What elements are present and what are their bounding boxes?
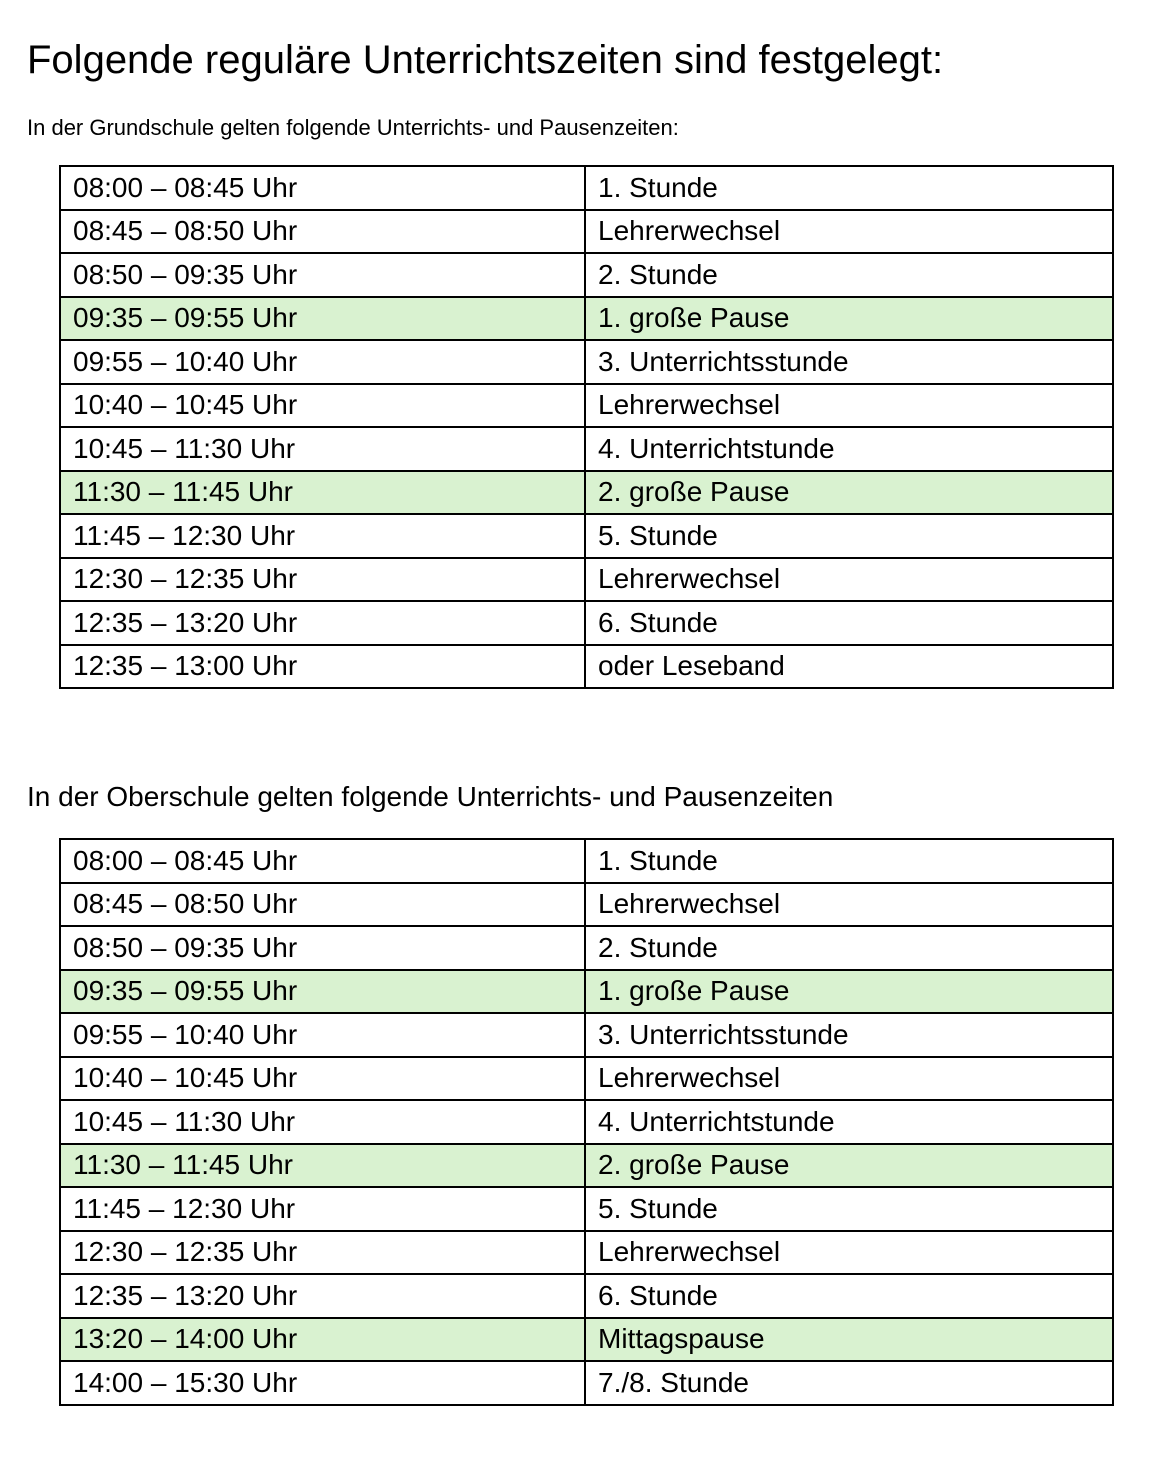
schedule-row: [60, 253, 1113, 297]
schedule-row: [60, 1187, 1113, 1231]
period-label-cell: Lehrerwechsel: [585, 558, 1113, 602]
schedule-row: [60, 1361, 1113, 1405]
schedule-row: [60, 601, 1113, 645]
schedule-row: [60, 340, 1113, 384]
period-label-cell: 1. Stunde: [585, 166, 1113, 210]
schedule-row: [60, 210, 1113, 254]
schedule-row: [60, 883, 1113, 927]
schedule-row: [60, 427, 1113, 471]
schedule-row: [60, 1274, 1113, 1318]
time-cell: 11:30 – 11:45 Uhr: [60, 1144, 585, 1188]
period-label-cell: 1. große Pause: [585, 970, 1113, 1014]
schedule-row-pause: [60, 970, 1113, 1014]
time-cell: 11:30 – 11:45 Uhr: [60, 471, 585, 515]
time-cell: 10:40 – 10:45 Uhr: [60, 1057, 585, 1101]
schedule-row-pause: [60, 1144, 1113, 1188]
time-cell: 11:45 – 12:30 Uhr: [60, 514, 585, 558]
period-label-cell: Lehrerwechsel: [585, 384, 1113, 428]
time-cell: 09:35 – 09:55 Uhr: [60, 297, 585, 341]
oberschule-intro: In der Oberschule gelten folgende Unterrichts- und Pausenzeiten: [27, 781, 834, 812]
schedule-row: [60, 1057, 1113, 1101]
schedule-row: [60, 839, 1113, 883]
period-label-cell: 7./8. Stunde: [585, 1361, 1113, 1405]
schedule-row: [60, 558, 1113, 602]
schedule-row: [60, 166, 1113, 210]
time-cell: 10:45 – 11:30 Uhr: [60, 1100, 585, 1144]
schedule-row: [60, 514, 1113, 558]
period-label-cell: 1. große Pause: [585, 297, 1113, 341]
period-label-cell: 6. Stunde: [585, 1274, 1113, 1318]
period-label-cell: Lehrerwechsel: [585, 1231, 1113, 1275]
time-cell: 12:30 – 12:35 Uhr: [60, 558, 585, 602]
period-label-cell: Lehrerwechsel: [585, 210, 1113, 254]
time-cell: 08:00 – 08:45 Uhr: [60, 839, 585, 883]
grundschule-schedule-table: [59, 165, 1114, 689]
schedule-row-pause: [60, 297, 1113, 341]
period-label-cell: 6. Stunde: [585, 601, 1113, 645]
period-label-cell: 3. Unterrichtsstunde: [585, 1013, 1113, 1057]
period-label-cell: oder Leseband: [585, 645, 1113, 689]
time-cell: 09:55 – 10:40 Uhr: [60, 340, 585, 384]
time-cell: 09:35 – 09:55 Uhr: [60, 970, 585, 1014]
schedule-row-pause: [60, 471, 1113, 515]
period-label-cell: Lehrerwechsel: [585, 1057, 1113, 1101]
schedule-row-pause: [60, 1318, 1113, 1362]
time-cell: 12:35 – 13:00 Uhr: [60, 645, 585, 689]
period-label-cell: 4. Unterrichtstunde: [585, 427, 1113, 471]
period-label-cell: 5. Stunde: [585, 1187, 1113, 1231]
time-cell: 08:50 – 09:35 Uhr: [60, 926, 585, 970]
oberschule-schedule-table: [59, 838, 1114, 1406]
period-label-cell: 2. Stunde: [585, 253, 1113, 297]
time-cell: 14:00 – 15:30 Uhr: [60, 1361, 585, 1405]
time-cell: 13:20 – 14:00 Uhr: [60, 1318, 585, 1362]
grundschule-intro: In der Grundschule gelten folgende Unterrichts- und Pausenzeiten:: [27, 115, 679, 140]
time-cell: 08:50 – 09:35 Uhr: [60, 253, 585, 297]
time-cell: 08:45 – 08:50 Uhr: [60, 210, 585, 254]
page-title: Folgende reguläre Unterrichtszeiten sind festgelegt:: [27, 38, 944, 82]
time-cell: 12:35 – 13:20 Uhr: [60, 1274, 585, 1318]
time-cell: 08:00 – 08:45 Uhr: [60, 166, 585, 210]
time-cell: 08:45 – 08:50 Uhr: [60, 883, 585, 927]
grundschule-schedule-body: [60, 166, 1113, 688]
schedule-row: [60, 384, 1113, 428]
schedule-row: [60, 1013, 1113, 1057]
schedule-row: [60, 645, 1113, 689]
schedule-row: [60, 1231, 1113, 1275]
period-label-cell: 2. Stunde: [585, 926, 1113, 970]
time-cell: 10:45 – 11:30 Uhr: [60, 427, 585, 471]
time-cell: 10:40 – 10:45 Uhr: [60, 384, 585, 428]
period-label-cell: Mittagspause: [585, 1318, 1113, 1362]
time-cell: 11:45 – 12:30 Uhr: [60, 1187, 585, 1231]
period-label-cell: 2. große Pause: [585, 1144, 1113, 1188]
schedule-row: [60, 1100, 1113, 1144]
period-label-cell: 1. Stunde: [585, 839, 1113, 883]
period-label-cell: 4. Unterrichtstunde: [585, 1100, 1113, 1144]
time-cell: 09:55 – 10:40 Uhr: [60, 1013, 585, 1057]
period-label-cell: 3. Unterrichtsstunde: [585, 340, 1113, 384]
period-label-cell: 5. Stunde: [585, 514, 1113, 558]
schedule-row: [60, 926, 1113, 970]
period-label-cell: Lehrerwechsel: [585, 883, 1113, 927]
oberschule-schedule-body: [60, 839, 1113, 1405]
period-label-cell: 2. große Pause: [585, 471, 1113, 515]
time-cell: 12:30 – 12:35 Uhr: [60, 1231, 585, 1275]
time-cell: 12:35 – 13:20 Uhr: [60, 601, 585, 645]
